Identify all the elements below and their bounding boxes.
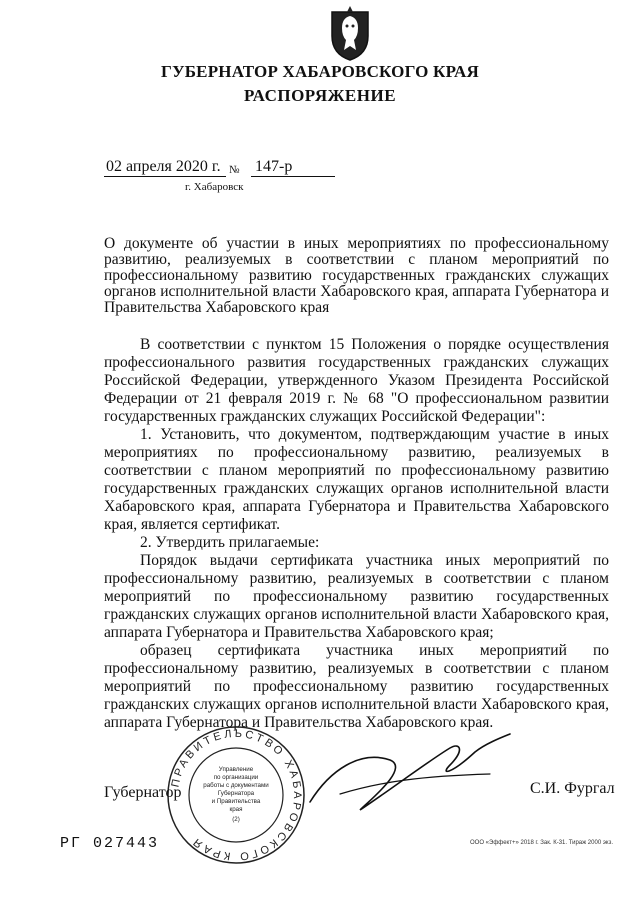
- seal-center-line: по организации: [213, 774, 259, 781]
- official-seal-stamp: [166, 725, 306, 865]
- seal-center-line: края: [229, 806, 243, 813]
- signatory-title: Губернатор: [104, 784, 182, 801]
- seal-center-line: (2): [232, 816, 240, 823]
- number-label: №: [229, 164, 240, 176]
- printer-imprint: ООО «Эффект+» 2018 г. Зак. К-31. Тираж 2000 экз.: [470, 840, 613, 846]
- handwritten-signature: [300, 730, 515, 825]
- seal-center-line: Губернатора: [217, 790, 255, 797]
- issuing-authority: ГУБЕРНАТОР ХАБАРОВСКОГО КРАЯ: [161, 62, 479, 81]
- document-date: 02 апреля 2020 г.: [104, 158, 226, 177]
- document-city: г. Хабаровск: [185, 181, 244, 193]
- signatory-name: С.И. Фургал: [530, 780, 615, 797]
- seal-center-line: и Правительства: [211, 798, 261, 805]
- seal-ring-text: ПРАВИТЕЛЬСТВО ХАБАРОВСКОГО КРАЯ: [169, 727, 304, 863]
- form-serial-number: РГ 027443: [60, 835, 160, 852]
- document-number: 147-р: [251, 158, 335, 177]
- document-type: РАСПОРЯЖЕНИЕ: [243, 86, 397, 105]
- body-paragraph: 2. Утвердить прилагаемые:: [140, 534, 320, 551]
- document-body: [104, 336, 609, 732]
- seal-center-line: работы с документами: [203, 782, 269, 789]
- body-paragraph: Порядок выдачи сертификата участника иных мероприятий по профессиональному развитию, реализуемых в соответствии с планом мероприятий по профессиональному развитию государственных гражданских служащих органов исполнительной власти Хабаровского края, аппарата Губернатора и Правительства Хабаровского края;: [104, 552, 609, 641]
- body-paragraph: образец сертификата участника иных мероприятий по профессиональному развитию, реализуемых в соответствии с планом мероприятий по профессиональному развитию государственных гражданских служащих органов исполнительной власти Хабаровского края, аппарата Губернатора и Правительства Хабаровского края.: [104, 642, 609, 731]
- body-paragraph: 1. Установить, что документом, подтверждающим участие в иных мероприятиях по профессиональному развитию, реализуемых в соответствии с планом мероприятий по профессиональному развитию государственных гражданских служащих органов исполнительной власти Хабаровского края, аппарата Губернатора и Правительства Хабаровского края, является сертификат.: [104, 426, 609, 533]
- coat-of-arms-emblem: [328, 6, 372, 62]
- body-paragraph: В соответствии с пунктом 15 Положения о порядке осуществления профессионального развития государственных гражданских служащих Российской Федерации, утвержденного Указом Президента Российской Федерации от 21 февраля 2019 г. № 68 "О профессиональном развитии государственных гражданских служащих Российской Федерации":: [104, 336, 609, 425]
- document-subject: О документе об участии в иных мероприятиях по профессиональному развитию, реализуемых в соответствии с планом мероприятий по профессиональному развитию государственных гражданских служащих органов исполнительной власти Хабаровского края, аппарата Губернатора и Правительства Хабаровского края: [104, 235, 609, 316]
- seal-center-line: Управление: [218, 766, 254, 773]
